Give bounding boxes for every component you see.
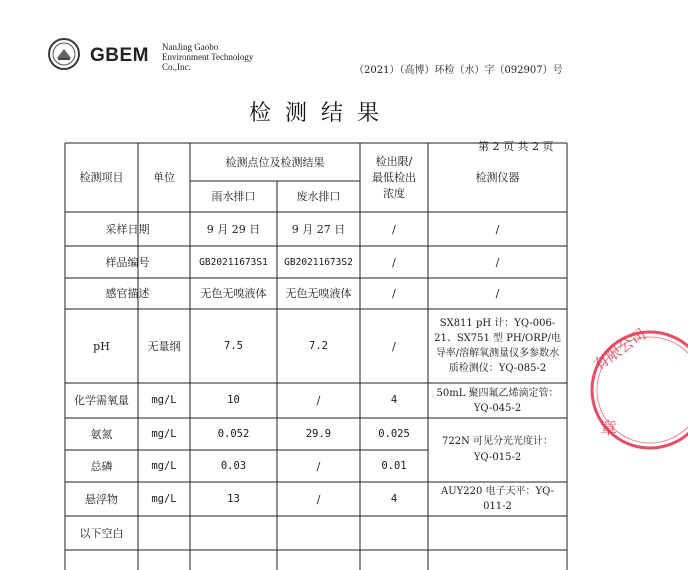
row-blank-label: 以下空白 xyxy=(79,526,124,540)
page-title: 检测结果 xyxy=(248,101,393,126)
cell-limit: 0.01 xyxy=(381,459,407,472)
row-cod-label: 化学需氧量 xyxy=(74,394,129,407)
company-seal xyxy=(588,322,688,458)
header-item: 检测项目 xyxy=(79,171,124,184)
document-number: （2021）（高博）环检（水）字（092907）号 xyxy=(354,65,563,76)
cell-value: 0.052 xyxy=(217,427,250,440)
cell-instrument: 50mL 聚四氟乙烯滴定管：YQ-045-2 xyxy=(436,387,559,414)
cell-instrument-shared: 722N 可见分光光度计：YQ-015-2 xyxy=(441,436,553,463)
cell-value: 无色无嗅液体 xyxy=(200,287,267,300)
cell-value: / xyxy=(316,394,321,407)
cell-limit: 0.025 xyxy=(378,427,410,440)
cell-unit: mg/L xyxy=(151,427,177,440)
row-sample-id-label: 样品编号 xyxy=(105,255,150,269)
cell-instrument: / xyxy=(495,255,500,269)
cell-value: 无色无嗅液体 xyxy=(285,287,352,300)
cell-limit: / xyxy=(392,255,396,269)
company-name: NanJing Gaobo Environment Technology Co.,Inc. xyxy=(162,42,254,72)
cell-value: 7.2 xyxy=(309,339,328,352)
header-points-group: 检测点位及检测结果 xyxy=(225,155,325,169)
cell-instrument: SX811 pH 计：YQ-006-21、SX751 型 PH/ORP/电导率/溶解氧测量仪多参数水质检测仪：YQ-085-2 xyxy=(434,318,561,374)
cell-limit: / xyxy=(392,222,396,236)
header-unit: 单位 xyxy=(153,171,175,184)
row-ss-label: 悬浮物 xyxy=(85,492,118,506)
row-ammonia-label: 氨氮 xyxy=(90,427,113,441)
svg-text:章: 章 xyxy=(600,419,617,439)
cell-value: 0.03 xyxy=(220,459,247,472)
cell-unit: mg/L xyxy=(151,459,177,472)
cell-value: GB20211673S1 xyxy=(199,256,268,268)
cell-instrument: AUY220 电子天平：YQ-011-2 xyxy=(440,486,555,512)
cell-value: 9 月 27 日 xyxy=(291,222,346,236)
header-point2: 废水排口 xyxy=(296,190,341,203)
svg-text:有限公司: 有限公司 xyxy=(590,324,650,375)
cell-instrument: / xyxy=(495,222,500,236)
cell-value: 29.9 xyxy=(305,427,332,440)
cell-limit: 4 xyxy=(390,492,398,505)
cell-value: / xyxy=(316,492,321,506)
header-point1: 雨水排口 xyxy=(211,190,256,203)
cell-value: 7.5 xyxy=(224,339,243,352)
row-tp-label: 总磷 xyxy=(90,459,113,473)
cell-unit: 无量纲 xyxy=(147,339,181,353)
cell-limit: 4 xyxy=(390,394,398,406)
row-sensory-label: 感官描述 xyxy=(105,287,150,300)
cell-instrument: / xyxy=(495,287,500,300)
header-instrument: 检测仪器 xyxy=(475,171,520,184)
cell-value: 9 月 29 日 xyxy=(206,222,261,236)
page-info: 第 2 页 共 2 页 xyxy=(478,140,554,153)
logo-text: GBEM xyxy=(90,45,149,66)
cell-value: / xyxy=(316,459,321,473)
cell-unit: mg/L xyxy=(151,394,177,406)
cell-limit: / xyxy=(392,339,396,353)
row-sampling-date-label: 采样日期 xyxy=(105,222,150,236)
cell-unit: mg/L xyxy=(151,492,177,505)
header-limit: 检出限/最低检出浓度 xyxy=(372,154,416,200)
cell-value: GB20211673S2 xyxy=(284,256,353,268)
row-ph-label: pH xyxy=(93,339,110,353)
cell-limit: / xyxy=(392,287,396,300)
cell-value: 10 xyxy=(227,394,240,406)
cell-value: 13 xyxy=(227,492,240,505)
